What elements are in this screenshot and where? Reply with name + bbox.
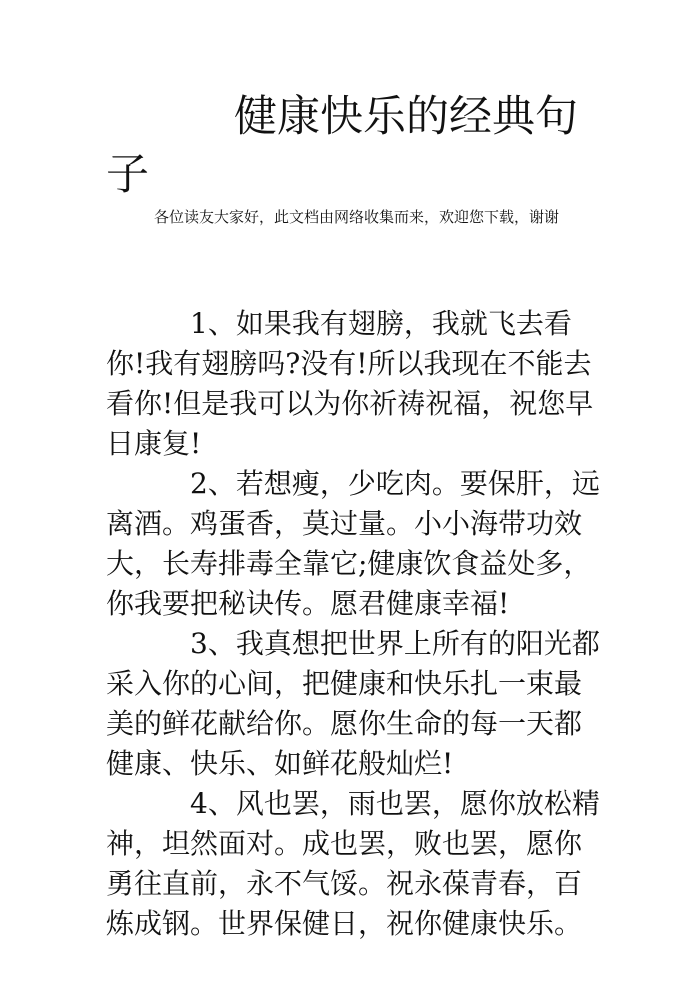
- intro-note-text: 各位读友大家好，此文档由网络收集而来，欢迎您下载，谢谢: [154, 208, 560, 226]
- document-title-text: 健康快乐的经典句子: [106, 92, 578, 200]
- paragraph-4: 4、风也罢，雨也罢，愿你放松精神，坦然面对。成也罢，败也罢，愿你勇往直前，永不气馁。祝永葆青春，百炼成钢。世界保健日，祝你健康快乐。: [106, 787, 600, 940]
- document-body: [106, 304, 606, 944]
- paragraph-1: 1、如果我有翅膀，我就飞去看你!我有翅膀吗?没有!所以我现在不能去看你!但是我可以为你祈祷祝福，祝您早日康复!: [106, 307, 594, 460]
- document-title: [106, 88, 586, 204]
- intro-note: [106, 200, 592, 234]
- paragraph-2: 2、若想瘦，少吃肉。要保肝，远离酒。鸡蛋香，莫过量。小小海带功效大，长寿排毒全靠它;健康饮食益处多，你我要把秘诀传。愿君健康幸福!: [106, 467, 600, 620]
- paragraph-3: 3、我真想把世界上所有的阳光都采入你的心间，把健康和快乐扎一束最美的鲜花献给你。愿你生命的每一天都健康、快乐、如鲜花般灿烂!: [106, 627, 600, 780]
